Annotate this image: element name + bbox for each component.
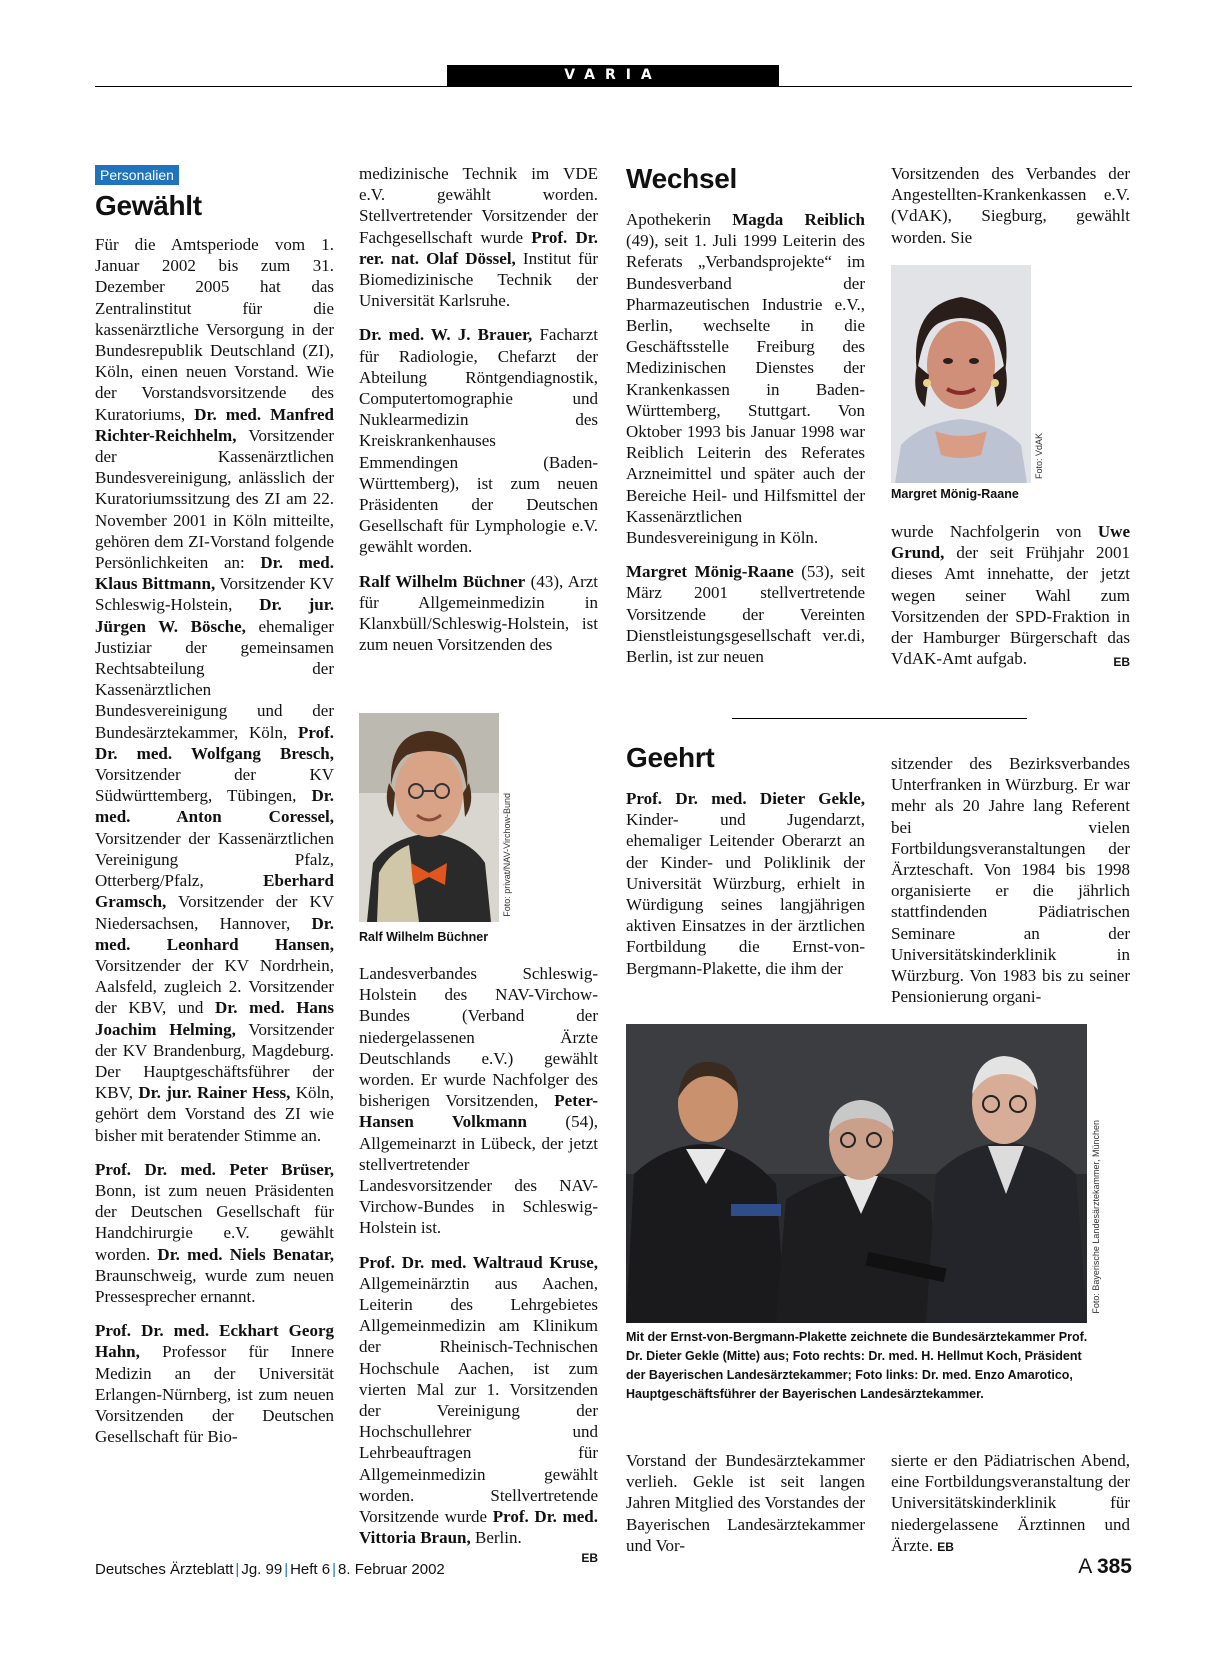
issue: Heft 6 <box>290 1561 331 1578</box>
person-name: Margret Mönig-Raane <box>626 562 794 582</box>
text-run: Professor für Innere Medizin an der Universität Erlangen-Nürnberg, ist zum neuen Vorsitzenden der Deutschen Gesellschaft für Bio- <box>95 1342 334 1447</box>
author-initials: EB <box>937 1539 954 1554</box>
text-run: Berlin. <box>470 1528 522 1548</box>
page-prefix: A <box>1078 1555 1092 1578</box>
person-name: Prof. Dr. med. Wolfgang Bresch, <box>95 722 334 763</box>
heading-gewaehlt: Gewählt <box>95 190 202 221</box>
person-name: Eberhard Gramsch, <box>95 871 334 912</box>
heading-wechsel: Wechsel <box>626 163 737 194</box>
header-rule <box>95 86 1132 87</box>
geehrt-column-3-bottom <box>626 1450 865 1556</box>
text-run: Facharzt für Radiologie, Chefarzt der Abteilung Röntgendiagnostik, Computertomographie und Nuklearmedizin des Kreiskrankenhauses Emmendingen (Baden-Württemberg), ist zum neuen Präsidenten der Deutschen Gesellschaft für Lymphologie e.V. gewählt worden. <box>359 325 598 557</box>
text-run: (49), seit 1. Juli 1999 Leiterin des Referats „Verbandsprojekte“ im Bundesverband der Pharmazeutischen Industrie e.V., Berlin, wechselte in die Geschäftsstelle Freiburg des Medizinischen Dienstes der Krankenkassen in Baden-Württemberg, Stuttgart. Von Oktober 1993 bis Januar 1998 war Reiblich Leiterin des Referates Arzneimittel und später auch der Bereiche Heil- und Hilfsmittel der Kassenärztlichen Bundesvereinigung in Köln. <box>626 231 865 548</box>
text-run: Vorsitzender der Kassenärztlichen Vereinigung Pfalz, Otterberg/Pfalz, <box>95 828 334 891</box>
text-run: sitzender des Bezirksverbandes Unterfranken in Würzburg. Er war mehr als 20 Jahre lang Referent bei vielen Fortbildungsveranstaltungen der Ärzteschaft. Von 1984 bis 1998 organisierte er die jährlich stattfindenden Pädiatrischen Seminare an der Universitätskinderklinik in Würzburg. Von 1983 bis zu seiner Pensionierung organi- <box>891 754 1130 1007</box>
paragraph <box>95 1159 334 1307</box>
person-name: Peter-Hansen Volkmann <box>359 1091 598 1132</box>
person-name: Ralf Wilhelm Büchner <box>359 571 526 591</box>
text-run: (54), Allgemeinarzt in Lübeck, der jetzt stellvertretender Landesvorsitzender des NAV-Virchow-Bundes in Schleswig-Holstein ist. <box>359 1112 598 1238</box>
text-run: der seit Frühjahr 2001 dieses Amt innehatte, der jetzt wegen seiner Wahl zum Vorsitzenden der SPD-Fraktion in der Hamburger Bürgerschaft das VdAK-Amt aufgab. <box>891 543 1130 669</box>
text-run: Vorsitzender der KV Nordrhein, Aalsfeld, zugleich 2. Vorsitzender der KBV, und <box>95 955 334 1018</box>
text-run: Bonn, ist zum neuen Präsidenten der Deutschen Gesellschaft für Handchirurgie e.V. gewählt worden. <box>95 1180 334 1264</box>
heading-geehrt: Geehrt <box>626 742 715 773</box>
text-run: medizinische Technik im VDE e.V. gewählt worden. Stellvertretender Vorsitzender der Fachgesellschaft wurde <box>359 164 598 247</box>
paragraph <box>626 561 865 667</box>
person-name: Dr. jur. Rainer Hess, <box>138 1083 291 1103</box>
paragraph <box>891 753 1130 1007</box>
paragraph <box>359 571 598 656</box>
volume: Jg. 99 <box>241 1561 283 1578</box>
section-geehrt <box>626 742 865 992</box>
issue-date: 8. Februar 2002 <box>338 1561 445 1578</box>
person-name: Uwe Grund, <box>891 522 1130 563</box>
text-run: Für die Amtsperiode vom 1. Januar 2002 bis zum 31. Dezember 2005 hat das Zentralinstitut für die kassenärztliche Versorgung in der Bundesrepublik Deutschland (ZI), Köln, einen neuen Vorstand. Wie der Vorstandsvorsitzende des Kuratoriums, <box>95 235 334 424</box>
column-2-bottom <box>359 963 598 1570</box>
category-tag: Personalien <box>95 165 179 185</box>
person-name: Prof. Dr. med. Waltraud Kruse, <box>359 1252 598 1272</box>
author-initials: EB <box>1113 655 1130 670</box>
portrait-image <box>891 265 1031 483</box>
publication-info: Deutsches Ärzteblatt | Jg. 99 | Heft 6 | 8. Februar 2002 <box>95 1561 445 1578</box>
text-run: Kinder- und Jugendarzt, ehemaliger Leitender Oberarzt an der Kinder- und Poliklinik der Universität Würzburg, erhielt in Würdigung seines langjährigen aktiven Einsatzes in der ärztlichen Fortbildung die Ernst-von-Bergmann-Plakette, die ihm der <box>626 810 865 978</box>
person-name: Dr. jur. Jürgen W. Bösche, <box>95 595 334 636</box>
text-run: (53), seit März 2001 stellvertretende Vorsitzende der Vereinten Dienstleistungsgesellschaft ver.di, Berlin, ist zur neuen <box>626 562 865 667</box>
person-name: Prof. Dr. med. Dieter Gekle, <box>626 789 865 808</box>
paragraph <box>95 1320 334 1447</box>
paragraph <box>626 209 865 548</box>
photo-credit: Foto: VdAK <box>1034 433 1044 480</box>
photo-caption: Mit der Ernst-von-Bergmann-Plakette zeichnete die Bundesärztekammer Prof. Dr. Dieter Gekle (Mitte) aus; Foto rechts: Dr. med. H. Hellmut Koch, Präsident der Bayerischen Landesärztekammer; Foto links: Dr. med. Enzo Amarotico, Hauptgeschäftsführer der Bayerischen Landesärztekammer. <box>626 1330 1088 1401</box>
text-run: Apothekerin <box>626 210 733 229</box>
text-run: Institut für Biomedizinische Technik der Universität Karlsruhe. <box>359 248 598 311</box>
person-name: Dr. med. Manfred Richter-Reichhelm, <box>95 404 334 445</box>
paragraph-text <box>891 522 1130 668</box>
text-run: Vorsitzender der KV Brandenburg, Magdeburg. Der Hauptgeschäftsführer der KBV, <box>95 1019 334 1103</box>
text-run: Vorsitzender der KV Niedersachsen, Hannover, <box>95 892 334 933</box>
page-number-value: 385 <box>1096 1555 1132 1578</box>
photo-caption: Margret Mönig-Raane <box>891 487 1019 501</box>
paragraph <box>891 163 1130 248</box>
paragraph-text <box>891 1451 1130 1555</box>
text-run: sierte er den Pädiatrischen Abend, eine Fortbildungsveranstaltung der Universitätskinderklinik für niedergelassene Ärztinnen und Ärzte. <box>891 1451 1130 1555</box>
person-name: Dr. med. Klaus Bittmann, <box>95 553 334 594</box>
photo-moenig-raane <box>891 265 1044 483</box>
person-name: Prof. Dr. med. Vittoria Braun, <box>359 1507 598 1548</box>
section-header: VARIA <box>447 65 779 86</box>
text-run: (43), Arzt für Allgemeinmedizin in Klanxbüll/Schleswig-Holstein, ist zum neuen Vorsitzenden des <box>359 571 598 655</box>
column-4-top <box>891 163 1130 261</box>
paragraph <box>359 963 598 1239</box>
paragraph <box>891 521 1130 669</box>
paragraph <box>891 1450 1130 1558</box>
column-2-top <box>359 163 598 668</box>
paragraph <box>95 234 334 1146</box>
paragraph <box>359 163 598 311</box>
paragraph <box>359 1252 598 1549</box>
author-initials: EB <box>581 1551 598 1566</box>
person-name: Dr. med. W. J. Brauer, <box>359 325 533 345</box>
person-name: Dr. med. Hans Joachim Helming, <box>95 998 334 1039</box>
paragraph <box>626 788 865 979</box>
geehrt-column-4-bottom <box>891 1450 1130 1558</box>
text-run: Vorsitzender KV Schleswig-Holstein, <box>95 574 334 615</box>
person-name: Prof. Dr. med. Eckhart Georg Hahn, <box>95 1321 334 1362</box>
person-name: Dr. med. Anton Coressel, <box>95 786 334 827</box>
photo-credit: Foto: privat/NAV-Virchow-Bund <box>502 793 512 917</box>
person-name: Prof. Dr. rer. nat. Olaf Dössel, <box>359 227 599 268</box>
text-run: wurde Nachfolgerin von <box>891 522 1098 541</box>
person-name: Dr. med. Leonhard Hansen, <box>95 913 334 954</box>
text-run: Vorstand der Bundesärztekammer verlieh. Gekle ist seit langen Jahren Mitglied des Vorstandes der Bayerischen Landesärztekammer und Vor- <box>626 1451 865 1555</box>
text-run: Köln, gehört dem Vorstand des ZI wie bisher mit beratender Stimme an. <box>95 1083 334 1145</box>
page-footer <box>95 1555 1132 1585</box>
paragraph <box>359 324 598 557</box>
column-4-bottom <box>891 521 1130 673</box>
text-run: Vorsitzender der Kassenärztlichen Bundesvereinigung, anlässlich der Kuratoriumssitzung des ZI am 22. November 2001 in Köln mitteilte, gehören dem ZI-Vorstand folgende Persönlichkeiten an: <box>95 425 334 573</box>
geehrt-column-4 <box>891 753 1130 1020</box>
text-run: Landesverbandes Schleswig-Holstein des NAV-Virchow-Bundes (Verband der niedergelassenen Ärzte Deutschlands e.V.) gewählt worden. Er wurde Nachfolger des bisherigen Vorsitzenden, <box>359 964 598 1111</box>
journal-name: Deutsches Ärzteblatt <box>95 1561 234 1578</box>
column-1 <box>95 190 334 1460</box>
person-name: Prof. Dr. med. Peter Brüser, <box>95 1159 334 1179</box>
photo-credit: Foto: Bayerische Landesärztekammer, München <box>1091 1120 1101 1314</box>
portrait-image <box>359 713 499 922</box>
text-run: Braunschweig, wurde zum neuen Pressesprecher ernannt. <box>95 1265 334 1306</box>
paragraph <box>626 1450 865 1556</box>
text-run: Vorsitzenden des Verbandes der Angestellten-Krankenkassen e.V. (VdAK), Siegburg, gewählt worden. Sie <box>891 164 1130 247</box>
person-name: Magda Reiblich <box>732 210 865 229</box>
text-run: ehemaliger Justiziar der gemeinsamen Rechtsabteilung der Kassenärztlichen Bundesvereinigung und der Bundesärztekammer, Köln, <box>95 616 335 742</box>
photo-buechner <box>359 713 512 922</box>
photo-caption: Ralf Wilhelm Büchner <box>359 930 489 944</box>
award-photo-image <box>626 1024 1087 1323</box>
page-number <box>1078 1555 1132 1579</box>
section-wechsel <box>626 163 865 680</box>
section-divider <box>732 718 1027 719</box>
text-run: Vorsitzender der KV Südwürttemberg, Tübingen, <box>95 765 334 806</box>
photo-award <box>626 1024 1101 1323</box>
person-name: Dr. med. Niels Benatar, <box>157 1244 335 1264</box>
text-run: Allgemeinärztin aus Aachen, Leiterin des Lehrgebietes Allgemeinmedizin am Klinikum der Rheinisch-Technischen Hochschule Aachen, ist zum vierten Mal zur 1. Vorsitzenden der Vereinigung der Hochschullehrer und Lehrbeauftragen für Allgemeinmedizin gewählt worden. Stellvertretende Vorsitzende wurde <box>359 1273 598 1527</box>
